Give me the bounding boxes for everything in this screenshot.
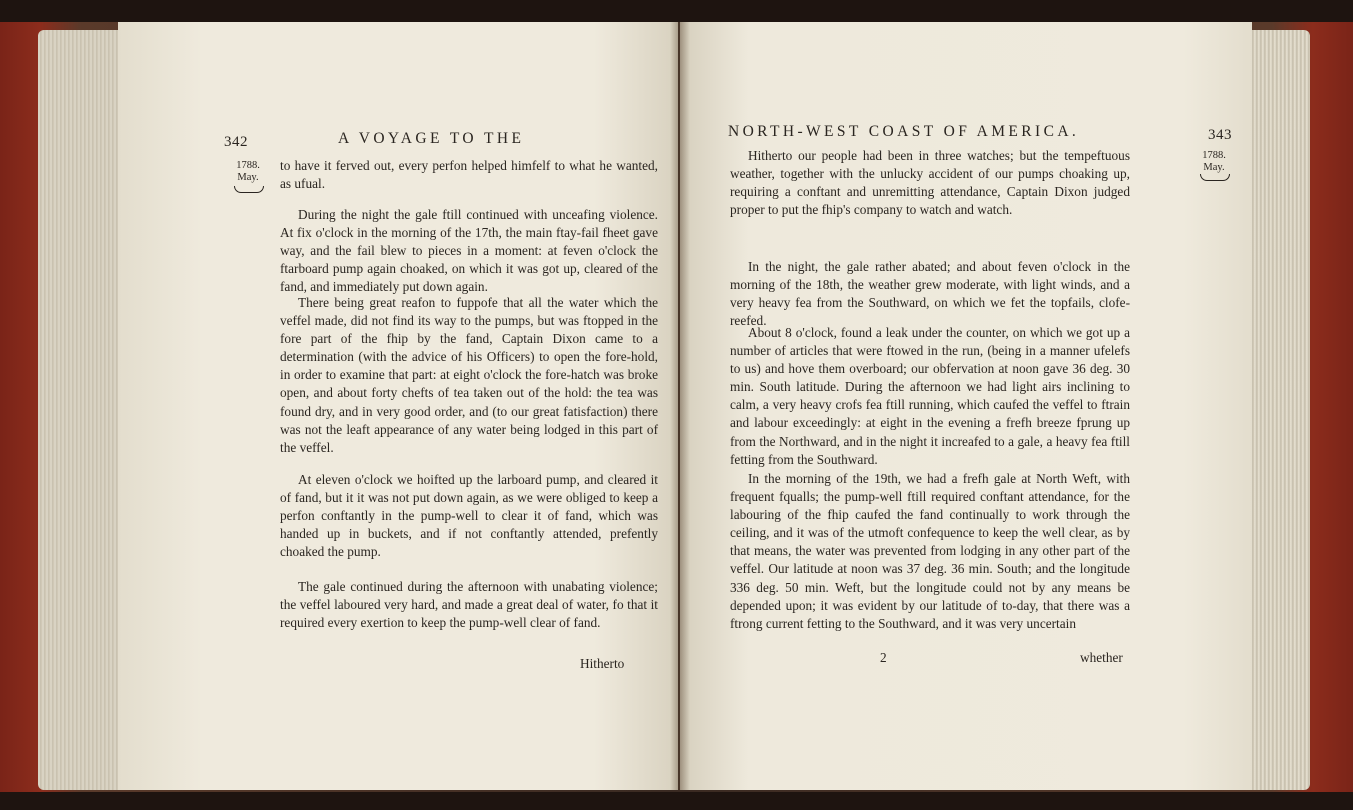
- margin-year: 1788.: [236, 160, 260, 171]
- right-page: [680, 22, 1252, 790]
- page-edges-right: [1250, 30, 1310, 790]
- margin-note: [1196, 150, 1232, 174]
- paragraph: There being great reafon to fuppofe that all the water which the veffel made, did not find its way to the pumps, but was ftopped in the fore part of the fhip by the fand, Captain Dixon came to a determination (with the advice of his Officers) to open the fore-hold, in order to examine that part: at eight o'clock the fore-hatch was broke open, and about forty chefts of tea taken out of the hold: the tea was found dry, and in very good order, and (to our great fatisfaction) there was not the leaft appearance of any water being lodged in this part of the veffel.: [280, 295, 658, 455]
- running-head: A VOYAGE TO THE: [338, 130, 525, 147]
- paragraph: The gale continued during the afternoon with unabating violence; the veffel laboured very hard, and made a great deal of water, fo that it required every exertion to keep the pump-well clear of fand.: [280, 579, 658, 631]
- margin-brace: [1200, 174, 1230, 181]
- margin-month: May.: [237, 172, 259, 183]
- signature-mark: 2: [880, 650, 887, 665]
- paragraph: In the night, the gale rather abated; and about feven o'clock in the morning of the 18th, the weather grew moderate, with light winds, and a very heavy fea from the Southward, on which we fet the topfails, clofe-reefed.: [730, 259, 1130, 329]
- paragraph: At eleven o'clock we hoifted up the larboard pump, and cleared it of fand, but it it was not put down again, as we were obliged to keep a perfon conftantly in the pump-well to clear it of fand, which was handed up in buckets, and if not conftantly attended, prefently choaked the pump.: [280, 472, 658, 560]
- page-number: 343: [1208, 127, 1232, 143]
- margin-brace: [234, 186, 264, 193]
- paragraph: In the morning of the 19th, we had a frefh gale at North Weft, with frequent fqualls; the pump-well ftill required conftant attendance, for the labouring of the fhip caufed the fand continually to work through the ceiling, and it was of the utmoft confequence to keep the well clear, as by that means, the water was prevented from lodging in any other part of the veffel. Our latitude at noon was 37 deg. 36 min. South; and the longitude 336 deg. 50 min. Weft, but the longitude could not by any means be depended upon; it was evident by our latitude of to-day, that there was a ftrong current fetting to the Southward, and it was very uncertain: [730, 471, 1130, 631]
- catchword: whether: [1080, 650, 1123, 665]
- background-bottom: [0, 792, 1353, 810]
- margin-note: [230, 160, 266, 184]
- page-number: 342: [224, 134, 248, 150]
- paragraph: Hitherto our people had been in three watches; but the tempeftuous weather, together with the unlucky accident of our pumps choaking up, requiring a conftant and unremitting attendance, Captain Dixon judged proper to put the fhip's company to watch and watch.: [730, 148, 1130, 218]
- margin-year: 1788.: [1202, 150, 1226, 161]
- catchword: Hitherto: [580, 656, 625, 671]
- book-gutter: [670, 22, 690, 790]
- left-page: [118, 22, 678, 790]
- background-top: [0, 0, 1353, 22]
- running-head: NORTH-WEST COAST OF AMERICA.: [728, 123, 1080, 140]
- margin-month: May.: [1203, 162, 1225, 173]
- page-edges-left: [38, 30, 122, 790]
- paragraph: About 8 o'clock, found a leak under the counter, on which we got up a number of articles that were ftowed in the run, (being in a manner ufelefs to us) and hove them overboard; our obfervation at noon gave 36 deg. 30 min. South latitude. During the afternoon we had light airs inclining to calm, a very heavy crofs fea ftill running, which caufed the veffel to ftrain and labour exceedingly: at eight in the evening a frefh breeze fprung up from the Northward, and in the night it increafed to a gale, a heavy fea ftill fetting from the Southward.: [730, 325, 1130, 467]
- paragraph: During the night the gale ftill continued with unceafing violence. At fix o'clock in the morning of the 17th, the main ftay-fail fheet gave way, and the fail blew to pieces in a moment: at feven o'clock the ftarboard pump again choaked, on which it was got up, cleared of the fand, and immediately put down again.: [280, 207, 658, 295]
- paragraph: to have it ferved out, every perfon helped himfelf to what he wanted, as ufual.: [280, 158, 658, 192]
